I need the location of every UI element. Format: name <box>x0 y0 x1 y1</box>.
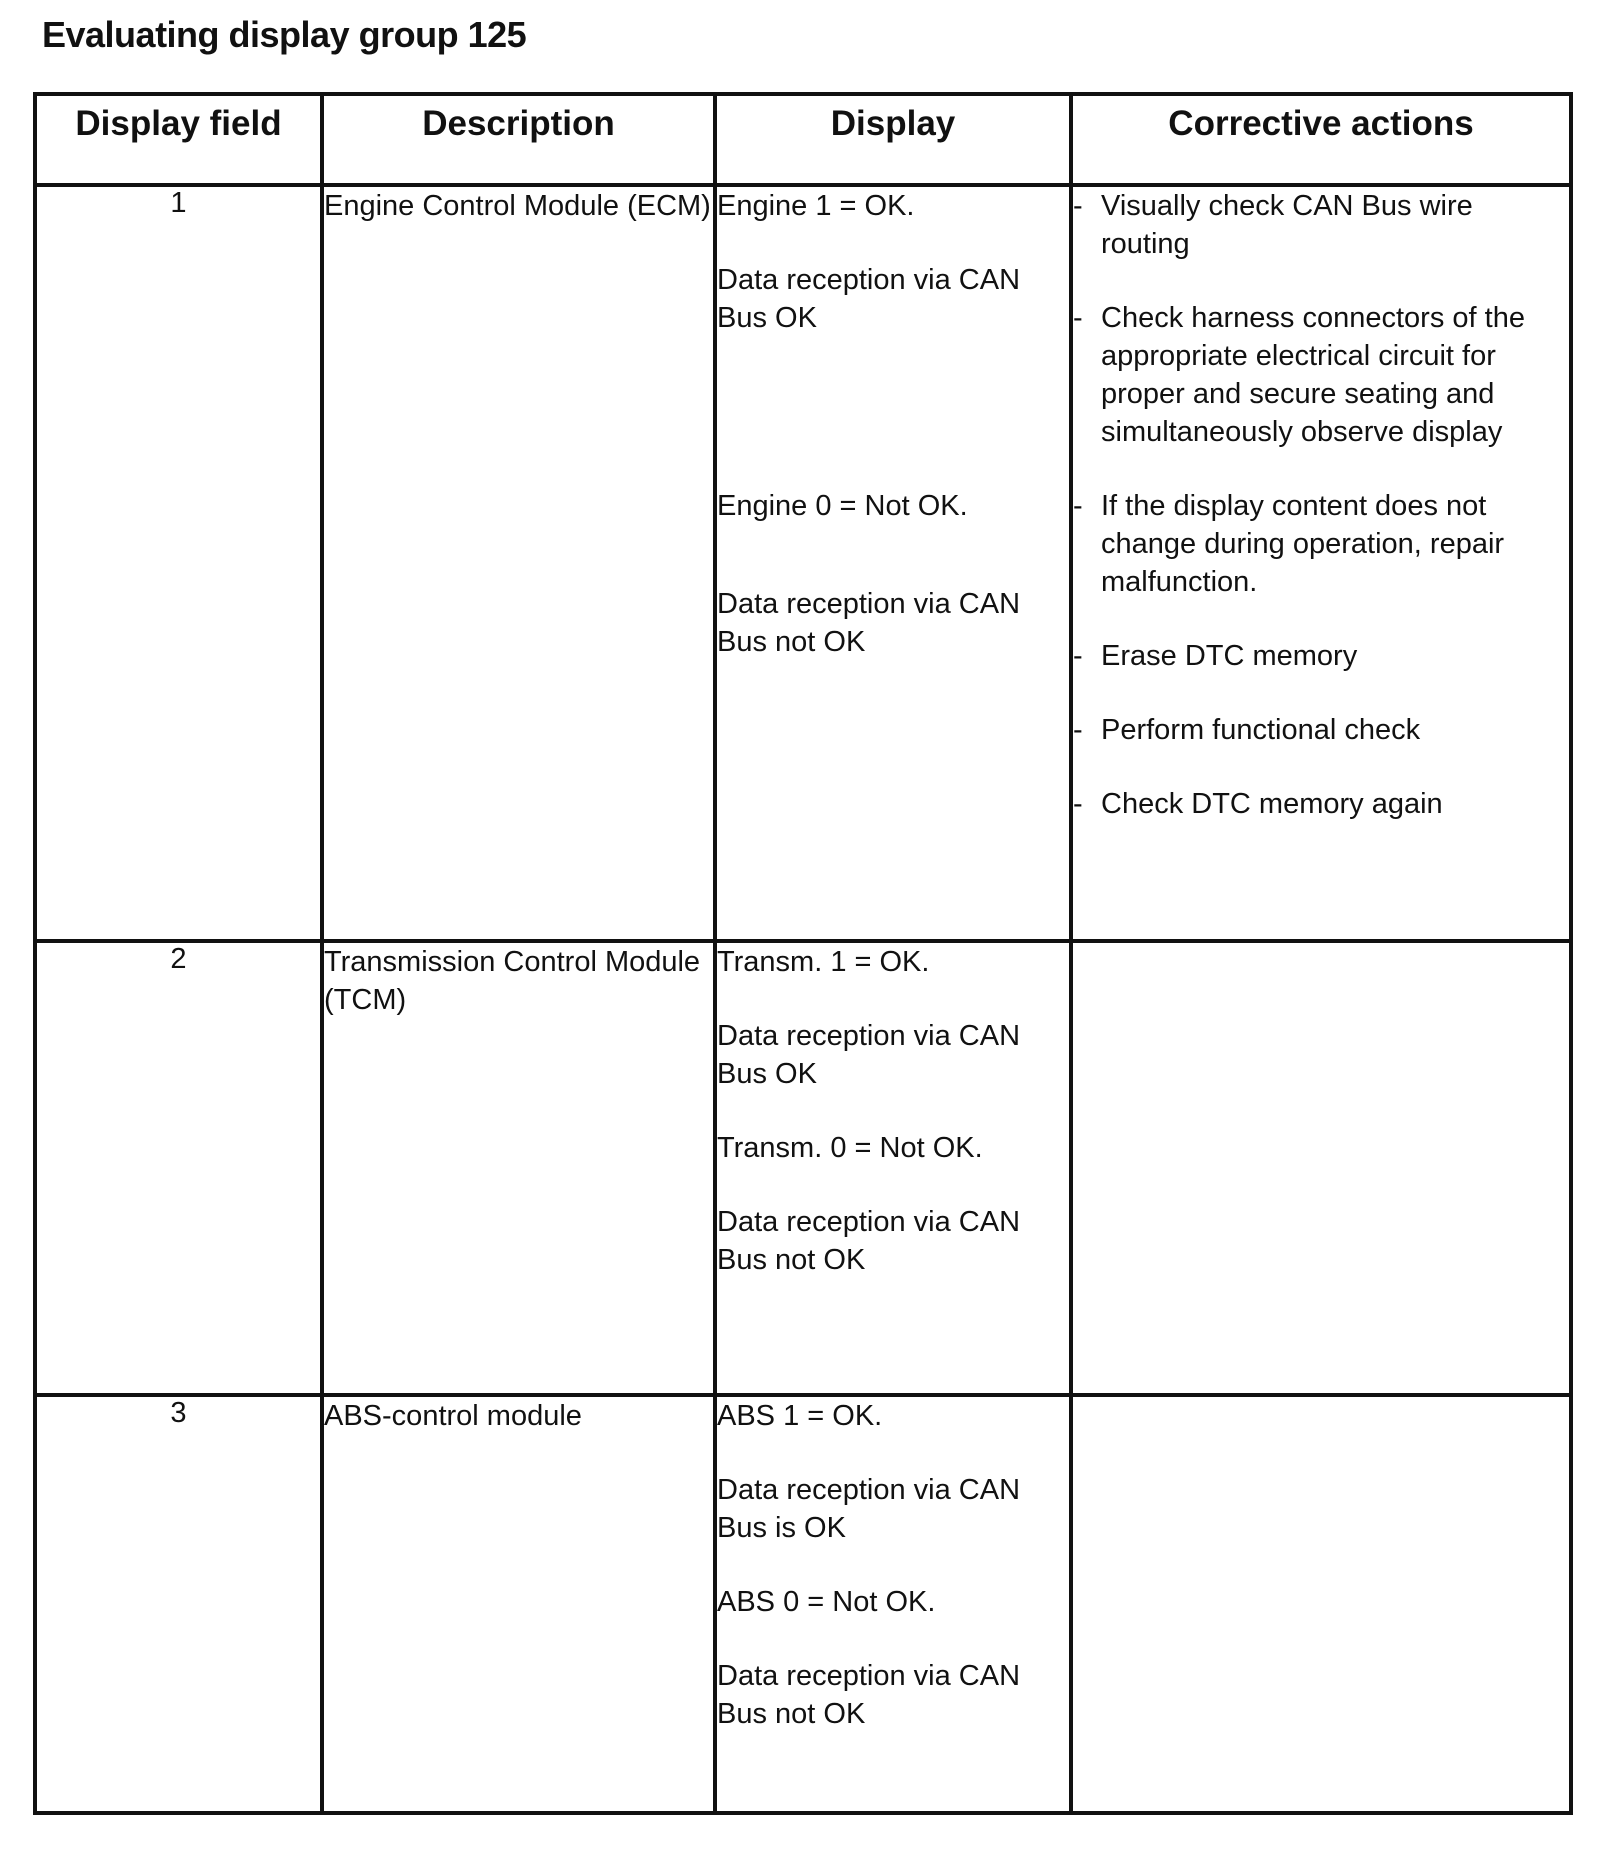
header-display: Display <box>715 94 1071 185</box>
corrective-action-item: - Check DTC memory again <box>1073 785 1569 823</box>
header-row <box>35 94 1571 185</box>
corrective-action-item: - Check harness connectors of the appropriate electrical circuit for proper and secure seating and simultaneously observe display <box>1073 299 1569 451</box>
display-item: Data reception via CAN Bus not OK <box>717 1660 1021 1730</box>
display-item: Transm. 1 = OK. <box>717 946 930 978</box>
header-description: Description <box>322 94 715 185</box>
display-field-cell: 1 <box>35 185 322 941</box>
display-cell <box>715 185 1071 941</box>
description-cell <box>322 1395 715 1813</box>
display-item: Engine 0 = Not OK. <box>717 490 968 522</box>
table-row <box>35 1395 1571 1813</box>
table-row <box>35 941 1571 1395</box>
description-cell <box>322 185 715 941</box>
corrective-actions-list <box>1073 187 1569 823</box>
display-group-table <box>33 92 1573 1815</box>
corrective-action-item: - If the display content does not change during operation, repair malfunction. <box>1073 487 1569 601</box>
description-text: Transmission Control Module (TCM) <box>324 946 701 1016</box>
display-item: ABS 1 = OK. <box>717 1400 883 1432</box>
corrective-action-item: - Visually check CAN Bus wire routing <box>1073 187 1569 263</box>
display-cell <box>715 1395 1071 1813</box>
corrective-actions-cell <box>1071 941 1571 1395</box>
display-item: Data reception via CAN Bus not OK <box>717 588 1021 658</box>
description-cell <box>322 941 715 1395</box>
display-item: ABS 0 = Not OK. <box>717 1586 936 1618</box>
display-item: Transm. 0 = Not OK. <box>717 1132 983 1164</box>
display-field-cell: 3 <box>35 1395 322 1813</box>
display-item: Data reception via CAN Bus OK <box>717 264 1021 334</box>
corrective-action-item: - Perform functional check <box>1073 711 1569 749</box>
corrective-actions-cell <box>1071 1395 1571 1813</box>
description-text: Engine Control Module (ECM) <box>324 190 711 222</box>
page-title: Evaluating display group 125 <box>42 14 527 55</box>
display-item: Engine 1 = OK. <box>717 190 915 222</box>
header-corrective-actions: Corrective actions <box>1071 94 1571 185</box>
corrective-actions-cell <box>1071 185 1571 941</box>
table-row <box>35 185 1571 941</box>
header-display-field: Display field <box>35 94 322 185</box>
description-text: ABS-control module <box>324 1400 582 1432</box>
display-field-cell: 2 <box>35 941 322 1395</box>
display-item: Data reception via CAN Bus not OK <box>717 1206 1021 1276</box>
display-item: Data reception via CAN Bus OK <box>717 1020 1021 1090</box>
corrective-action-item: - Erase DTC memory <box>1073 637 1569 675</box>
display-cell <box>715 941 1071 1395</box>
display-item: Data reception via CAN Bus is OK <box>717 1474 1021 1544</box>
